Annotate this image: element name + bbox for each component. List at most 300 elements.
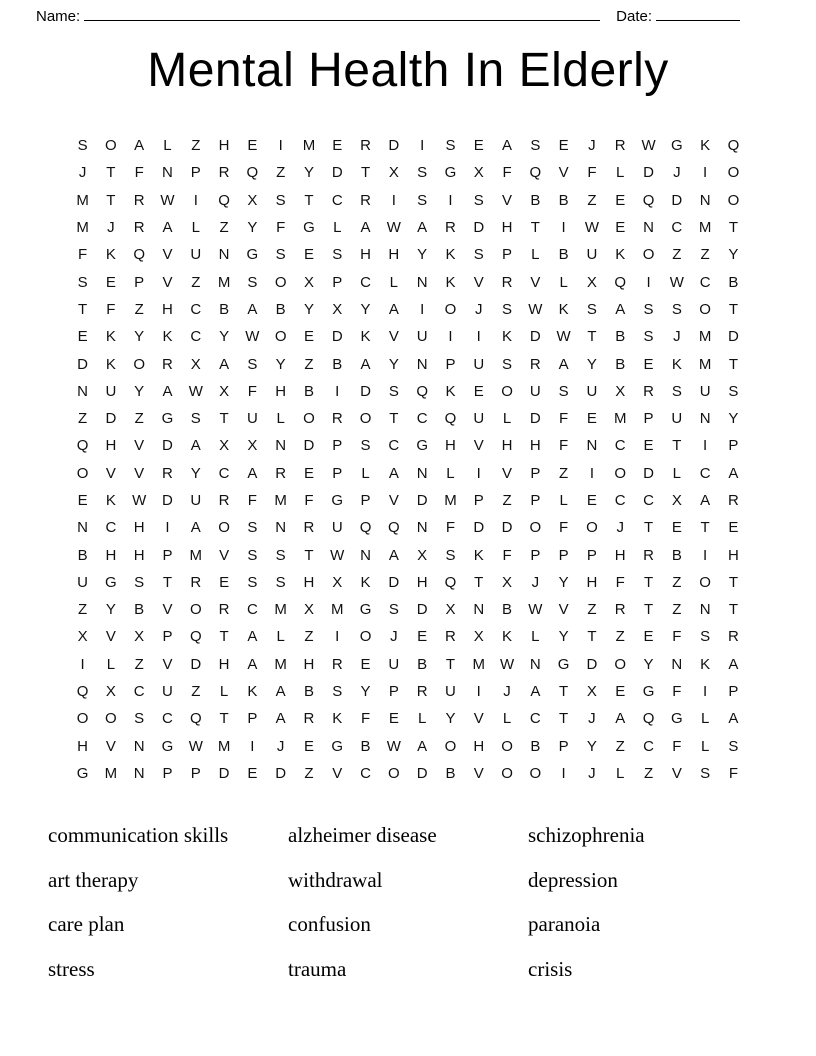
grid-letter: L [389,273,399,291]
grid-letter: R [162,355,173,373]
word-list-item[interactable]: communication skills [48,823,229,848]
grid-letter: L [531,628,540,646]
grid-letter: S [247,519,258,537]
grid-letter: L [276,410,285,428]
grid-letter: G [161,410,174,428]
grid-letter: Z [559,464,569,482]
grid-letter: Y [190,464,201,482]
word-list-item[interactable]: withdrawal [288,867,383,892]
grid-letter: N [416,464,428,482]
grid-letter: N [360,546,371,564]
word-list-item[interactable]: depression [528,867,618,892]
grid-letter: A [388,300,399,318]
grid-letter: H [388,246,400,264]
grid-letter: Q [614,273,627,291]
word-search-grid [68,132,747,787]
grid-letter: I [703,164,708,182]
grid-letter: W [669,273,684,291]
grid-letter: R [190,573,202,591]
grid-letter: M [217,273,231,291]
grid-letter: E [303,328,314,346]
grid-letter: Q [189,710,202,728]
grid-letter: L [417,710,427,728]
grid-letter: Q [444,573,457,591]
grid-letter: E [332,137,343,155]
grid-letter: W [386,737,401,755]
grid-letter: B [530,191,541,209]
grid-letter: O [444,737,457,755]
grid-letter: V [530,273,541,291]
grid-letter: D [105,410,117,428]
grid-letter: O [388,764,400,782]
grid-letter: T [360,164,371,182]
grid-letter: Z [700,246,710,264]
grid-letter: B [219,300,230,318]
grid-letter: N [473,601,485,619]
grid-letter: B [303,382,314,400]
grid-letter: T [643,519,654,537]
grid-letter: Q [444,410,457,428]
grid-letter: F [559,437,569,455]
grid-letter: E [105,273,116,291]
grid-letter: M [76,191,89,209]
grid-letter: I [703,683,708,701]
grid-letter: W [556,328,571,346]
grid-letter: X [473,628,484,646]
grid-letter: I [448,328,453,346]
grid-letter: I [250,737,255,755]
grid-letter: G [416,437,428,455]
grid-letter: E [247,137,258,155]
grid-letter: C [529,710,541,728]
grid-letter: E [247,764,258,782]
grid-letter: W [245,328,260,346]
grid-letter: B [303,683,314,701]
grid-letter: Y [643,655,654,673]
grid-letter: S [671,300,682,318]
grid-letter: B [530,737,541,755]
grid-letter: A [388,546,399,564]
grid-letter: R [218,601,230,619]
grid-letter: D [643,164,654,182]
grid-letter: J [588,764,596,782]
grid-letter: D [586,655,598,673]
grid-letter: I [561,764,566,782]
grid-letter: T [643,573,654,591]
grid-letter: M [698,355,712,373]
grid-letter: L [502,410,512,428]
grid-letter: R [643,382,654,400]
grid-letter: Y [219,328,230,346]
grid-letter: G [246,246,259,264]
grid-letter: I [589,464,595,482]
grid-letter: I [80,655,85,673]
grid-letter: S [728,382,739,400]
grid-letter: Y [105,601,116,619]
grid-letter: Z [615,737,625,755]
grid-letter: B [558,246,569,264]
grid-letter: N [699,601,711,619]
word-list-item[interactable]: care plan [48,912,125,937]
grid-letter: X [417,546,428,564]
grid-letter: T [700,519,710,537]
grid-letter: M [472,655,485,673]
grid-letter: N [77,382,88,400]
grid-letter: K [700,655,711,673]
grid-letter: V [671,764,682,782]
grid-letter: D [643,464,654,482]
grid-letter: P [728,683,739,701]
grid-letter: R [331,410,343,428]
grid-letter: Y [134,328,145,346]
grid-letter: X [219,437,230,455]
grid-letter: M [217,737,231,755]
grid-letter: D [727,328,739,346]
grid-letter: T [587,628,597,646]
grid-letter: R [275,464,287,482]
grid-letter: G [444,164,457,182]
grid-letter: O [699,300,711,318]
grid-letter: Z [191,137,201,155]
grid-letter: J [474,300,483,318]
grid-letter: F [276,219,286,237]
grid-letter: U [586,382,598,400]
grid-letter: X [332,300,343,318]
grid-letter: C [671,219,683,237]
grid-letter: P [558,546,569,564]
grid-letter: S [643,300,654,318]
grid-letter: I [420,137,425,155]
grid-letter: Y [360,683,371,701]
grid-letter: L [333,219,342,237]
grid-letter: K [445,273,456,291]
grid-letter: O [529,764,542,782]
grid-letter: E [417,628,428,646]
grid-letter: H [501,437,513,455]
grid-letter: X [134,628,145,646]
grid-letter: Q [246,164,259,182]
grid-letter: H [360,246,371,264]
grid-letter: T [728,219,738,237]
grid-letter: B [275,300,286,318]
grid-letter: Y [558,628,569,646]
grid-letter: L [276,628,285,646]
word-list-item[interactable]: confusion [288,912,371,937]
grid-letter: P [247,710,258,728]
grid-letter: I [561,219,566,237]
grid-letter: E [388,710,399,728]
grid-letter: T [304,191,314,209]
grid-letter: P [502,246,513,264]
grid-letter: X [77,628,88,646]
grid-letter: V [219,546,230,564]
grid-letter: P [530,546,541,564]
grid-letter: J [531,573,540,591]
grid-letter: Q [76,437,89,455]
grid-letter: D [671,191,683,209]
grid-letter: U [388,655,400,673]
grid-letter: R [501,273,513,291]
grid-letter: R [162,464,173,482]
grid-letter: F [134,164,144,182]
word-list-item[interactable]: crisis [528,956,573,981]
grid-letter: D [473,219,485,237]
grid-letter: E [615,683,626,701]
grid-letter: H [218,137,230,155]
grid-letter: G [359,601,372,619]
grid-letter: S [134,573,145,591]
grid-letter: N [416,519,428,537]
grid-letter: A [700,492,711,509]
grid-letter: S [558,382,569,400]
grid-letter: F [360,710,371,728]
grid-letter: Y [586,737,597,755]
grid-letter: F [728,764,738,782]
grid-letter: G [642,683,655,701]
grid-letter: Z [304,628,314,646]
grid-letter: K [615,246,626,264]
grid-letter: H [501,219,513,237]
grid-letter: R [133,219,145,237]
grid-letter: V [162,246,173,264]
name-write-line[interactable] [84,6,600,21]
grid-letter: C [360,273,371,291]
grid-letter: F [502,164,512,182]
grid-letter: A [162,219,173,237]
grid-letter: M [76,219,89,237]
grid-letter: N [416,355,428,373]
grid-letter: Q [133,246,146,264]
grid-letter: F [559,410,569,428]
grid-letter: J [390,628,398,646]
grid-letter: X [190,355,201,373]
grid-letter: P [162,764,173,782]
grid-letter: E [728,519,739,537]
grid-letter: O [303,410,315,428]
grid-letter: H [303,655,315,673]
grid-letter: V [473,273,484,291]
grid-letter: J [673,328,681,346]
grid-letter: S [700,628,711,646]
grid-letter: C [699,273,711,291]
grid-letter: Z [276,164,286,182]
grid-letter: A [615,710,626,728]
grid-letter: Y [728,410,739,428]
grid-letter: E [303,737,314,755]
grid-letter: J [588,137,596,155]
grid-letter: U [77,573,88,591]
grid-letter: U [416,328,428,346]
grid-letter: V [105,464,116,482]
grid-letter: M [698,328,712,346]
grid-letter: S [77,273,88,291]
grid-letter: M [104,764,118,782]
grid-letter: Z [78,601,88,619]
worksheet-meta-row [0,0,816,25]
grid-letter: G [557,655,570,673]
grid-letter: F [615,573,625,591]
grid-letter: V [162,655,173,673]
grid-letter: D [275,764,287,782]
grid-letter: T [728,300,738,318]
grid-letter: A [360,219,371,237]
grid-letter: V [502,464,513,482]
grid-letter: W [188,382,203,400]
grid-letter: U [105,382,117,400]
grid-letter: X [502,573,513,591]
grid-letter: I [703,437,708,455]
grid-letter: V [473,710,484,728]
grid-letter: Y [247,219,258,237]
grid-letter: I [476,683,481,701]
grid-letter: E [586,492,597,509]
grid-letter: I [420,300,425,318]
grid-letter: L [559,492,568,509]
grid-letter: N [133,737,145,755]
grid-letter: R [614,601,626,619]
grid-letter: G [331,492,344,509]
grid-letter: Y [303,164,314,182]
grid-letter: E [219,573,230,591]
grid-letter: O [76,710,89,728]
grid-letter: E [671,519,682,537]
word-list-item[interactable]: paranoia [528,912,601,937]
grid-letter: L [446,464,455,482]
grid-letter: X [671,492,682,509]
grid-letter: E [643,628,654,646]
grid-letter: Q [359,519,372,537]
grid-letter: W [528,300,543,318]
word-list-item[interactable]: alzheimer disease [288,823,437,848]
grid-letter: O [586,519,598,537]
grid-letter: D [77,355,88,373]
grid-letter: F [672,628,682,646]
grid-letter: K [105,355,116,373]
grid-letter: C [133,683,145,701]
grid-letter: S [247,546,258,564]
grid-letter: T [728,601,738,619]
grid-letter: X [586,273,597,291]
grid-letter: A [388,464,399,482]
grid-letter: L [531,246,540,264]
word-list-item[interactable]: art therapy [48,867,139,892]
grid-letter: T [587,328,597,346]
grid-letter: B [332,355,343,373]
grid-letter: C [643,492,654,509]
grid-letter: P [190,164,201,182]
word-list-item[interactable]: schizophrenia [528,823,645,848]
grid-letter: K [162,328,173,346]
grid-letter: B [77,546,88,564]
grid-letter: B [615,355,626,373]
grid-letter: O [727,164,740,182]
grid-letter: T [728,355,738,373]
grid-letter: K [360,328,371,346]
grid-letter: S [728,737,739,755]
grid-letter: T [672,437,682,455]
grid-letter: Z [304,764,314,782]
grid-letter: U [445,683,456,701]
grid-letter: H [105,437,117,455]
grid-letter: P [162,546,173,564]
grid-letter: C [246,601,258,619]
date-write-line[interactable] [656,6,740,21]
grid-letter: H [529,437,541,455]
grid-letter: P [332,437,343,455]
grid-letter: Y [388,355,399,373]
word-list-item[interactable]: trauma [288,956,347,981]
grid-letter: X [388,164,399,182]
grid-letter: M [189,546,203,564]
grid-letter: E [77,492,88,509]
grid-letter: X [303,273,314,291]
grid-letter: U [699,382,711,400]
grid-letter: S [445,546,456,564]
grid-letter: U [473,410,485,428]
grid-letter: O [133,355,146,373]
grid-letter: L [106,655,116,673]
grid-letter: R [727,492,739,509]
grid-letter: E [473,382,484,400]
grid-letter: S [332,683,343,701]
grid-letter: I [193,191,198,209]
grid-letter: L [219,683,229,701]
grid-letter: F [559,519,569,537]
grid-letter: P [558,737,569,755]
grid-letter: H [275,382,287,400]
grid-letter: K [445,382,456,400]
grid-letter: P [162,628,173,646]
grid-letter: C [190,300,202,318]
grid-letter: I [646,273,651,291]
grid-letter: P [586,546,597,564]
grid-letter: Z [219,219,229,237]
grid-letter: R [614,137,626,155]
grid-letter: T [162,573,173,591]
grid-letter: I [278,137,283,155]
grid-letter: W [132,492,147,509]
grid-letter: I [448,191,453,209]
grid-letter: T [530,219,540,237]
word-list-item[interactable]: stress [48,956,95,981]
grid-letter: H [303,573,315,591]
grid-letter: S [247,573,258,591]
grid-letter: Q [416,382,428,400]
grid-letter: G [670,710,683,728]
grid-letter: V [162,601,173,619]
grid-letter: O [274,273,287,291]
grid-letter: T [559,683,569,701]
grid-letter: C [699,464,711,482]
grid-letter: Z [587,191,597,209]
grid-letter: Y [728,246,739,264]
grid-letter: I [391,191,396,209]
grid-letter: R [360,191,371,209]
grid-letter: E [558,137,569,155]
grid-letter: W [188,737,203,755]
grid-letter: Y [360,300,371,318]
grid-letter: G [161,737,174,755]
grid-letter: O [501,382,513,400]
grid-letter: Q [218,191,230,209]
grid-letter: F [672,683,682,701]
grid-letter: K [558,300,569,318]
grid-letter: D [416,764,428,782]
grid-letter: T [389,410,399,428]
grid-letter: H [473,737,485,755]
grid-letter: Z [672,601,682,619]
grid-letter: L [672,464,681,482]
